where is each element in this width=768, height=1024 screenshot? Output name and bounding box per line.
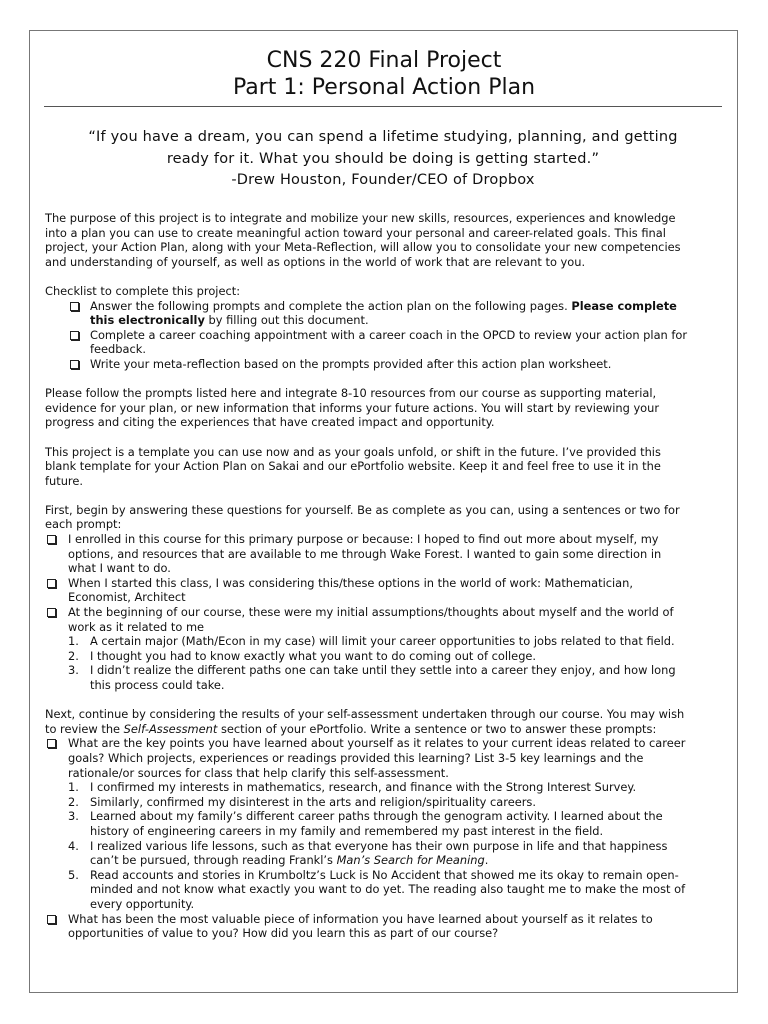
numbered-item: 3. I didn’t realize the different paths one can take until they settle into a career they enjoy, and how long this process could take. [68,663,676,692]
numbered-item: 5. Read accounts and stories in Krumboltz’s Luck is No Accident that showed me its okay to remain open- minded and not know what exactly you want to do yet. The reading also taught me to make the most of every opportunity. [68,867,686,911]
prompt-item: At the beginning of our course, these were my initial assumptions/thoughts about myself and the world of work as it related to me [45,605,725,634]
numbered-item: 1. I confirmed my interests in mathematics, research, and finance with the Strong Interest Survey. [68,780,637,795]
checkbox-icon[interactable] [47,915,56,924]
checklist-heading: Checklist to complete this project: [45,283,241,298]
numbered-item: 2. Similarly, confirmed my disinterest in the arts and religion/spirituality careers. [68,794,536,809]
text-line: into a plan you can use to create meaningful action toward your personal and career-related goals. This final [45,225,666,240]
checkbox-icon[interactable] [70,331,79,340]
document-body [45,211,725,941]
checkbox-icon[interactable] [47,608,56,617]
template-paragraph: This project is a template you can use now and as your goals unfold, or shift in the future. I’ve provided this blank template for your Action Plan on Sakai and our ePortfolio website. Keep it and feel free to use it in the future. [45,444,661,488]
prompt-item: When I started this class, I was considering this/these options in the world of work: Mathematician, Economist, Architect [45,576,725,605]
opening-quote [44,127,722,192]
page-title: CNS 220 Final Project [266,48,502,73]
title-divider [44,106,722,107]
checklist [45,284,725,372]
numbered-item: 2. I thought you had to know exactly what you want to do coming out of college. [68,648,537,663]
checkbox-icon[interactable] [47,535,56,544]
checklist-item: Write your meta-reflection based on the prompts provided after this action plan worksheet. [45,357,725,372]
next-section: Next, continue by considering the results of your self-assessment undertaken through our course. You may wish to review the Self-Assessment section of your ePortfolio. Write a sentence or two to answer these prompts: What are the key points you have learned about yourself as it relates to your current ideas related to career goals? Which projects, experiences or readings provided this learning? List 3-5 key learnings and the rationale/or sources for class that help clarify this self-assessment. 1. I confirmed my interests in mathematics, research, and finance with the Strong Interest Survey. 2. Similarly, confirmed my disinterest in the arts and religion/spirituality careers. 3. Learned about my family’s different career paths through the genogram activity. I learned about the history of engineering careers in my family and remembered my past interest in the field. 4. I realized various life lessons, such as that everyone has their own purpose in life and that happiness can’t be pursued, through reading Frankl’s Man’s Search for Meaning. 5. Read accounts and stories in Krumboltz’s Luck is No Accident that showed me its okay to remain open- minded and not know what exactly you want to do yet. The reading also taught me to make the most of every opportunity. What has been the most valuable piece of information you have learned about yourself as it relates to opportunities of value to you? How did you learn this as part of our course? [45,707,725,941]
checkbox-icon[interactable] [47,579,56,588]
text-line: project, your Action Plan, along with your Meta-Reflection, will allow you to consolidate your new competencies [45,240,681,255]
quote-attribution: -Drew Houston, Founder/CEO of Dropbox [231,172,535,188]
prompt-item: What are the key points you have learned about yourself as it relates to your current ideas related to career goals? Which projects, experiences or readings provided this learning? List 3-5 key learnings and the rationale/or sources for class that help clarify this self-assessment. [45,736,725,780]
first-section: First, begin by answering these questions for yourself. Be as complete as you can, using a sentences or two for each prompt: I enrolled in this course for this primary purpose or because: I hoped to find out more about myself, my options, and resources that are available to me through Wake Forest. I wanted to gain some direction in what I want to do. When I started this class, I was considering this/these options in the world of work: Mathematician, Economist, Architect At the beginning of our course, these were my initial assumptions/thoughts about myself and the world of work as it related to me 1. A certain major (Math/Econ in my case) will limit your career opportunities to jobs related to that field. 2. I thought you had to know exactly what you want to do coming out of college. 3. I didn’t realize the different paths one can take until they settle into a career they enjoy, and how long this process could take. [45,503,725,693]
numbered-item: 1. A certain major (Math/Econ in my case) will limit your career opportunities to jobs related to that field. [68,634,675,649]
quote-line: ready for it. What you should be doing is getting started.” [166,150,600,167]
checklist-item: Complete a career coaching appointment with a career coach in the OPCD to review your action plan for feedback. [45,328,725,357]
text-line: The purpose of this project is to integrate and mobilize your new skills, resources, experiences and knowledge [45,211,676,225]
page-subtitle: Part 1: Personal Action Plan [232,75,536,100]
numbered-item: 4. I realized various life lessons, such as that everyone has their own purpose in life and that happiness can’t be pursued, through reading Frankl’s Man’s Search for Meaning. [68,838,668,868]
checkbox-icon[interactable] [47,739,56,748]
purpose-paragraph [45,211,725,269]
follow-paragraph: Please follow the prompts listed here and integrate 8-10 resources from our course as supporting material, evidence for your plan, or new information that informs your future actions. You will start by reviewing your progress and citing the experiences that have created impact and opportunity. [45,386,660,430]
checkbox-icon[interactable] [70,302,79,311]
checklist-item: Answer the following prompts and complete the action plan on the following pages. Please complete this electronically by filling out this document. [45,299,725,328]
prompt-item: I enrolled in this course for this primary purpose or because: I hoped to find out more about myself, my options, and resources that are available to me through Wake Forest. I wanted to gain some direction in what I want to do. [45,532,725,576]
text-line: and understanding of yourself, as well as options in the world of work that are relevant to you. [45,254,586,269]
checkbox-icon[interactable] [70,360,79,369]
numbered-item: 3. Learned about my family’s different career paths through the genogram activity. I learned about the history of engineering careers in my family and remembered my past interest in the field. [68,809,663,838]
prompt-item: What has been the most valuable piece of information you have learned about yourself as it relates to opportunities of value to you? How did you learn this as part of our course? [45,912,725,941]
quote-line: “If you have a dream, you can spend a lifetime studying, planning, and getting [88,129,678,145]
